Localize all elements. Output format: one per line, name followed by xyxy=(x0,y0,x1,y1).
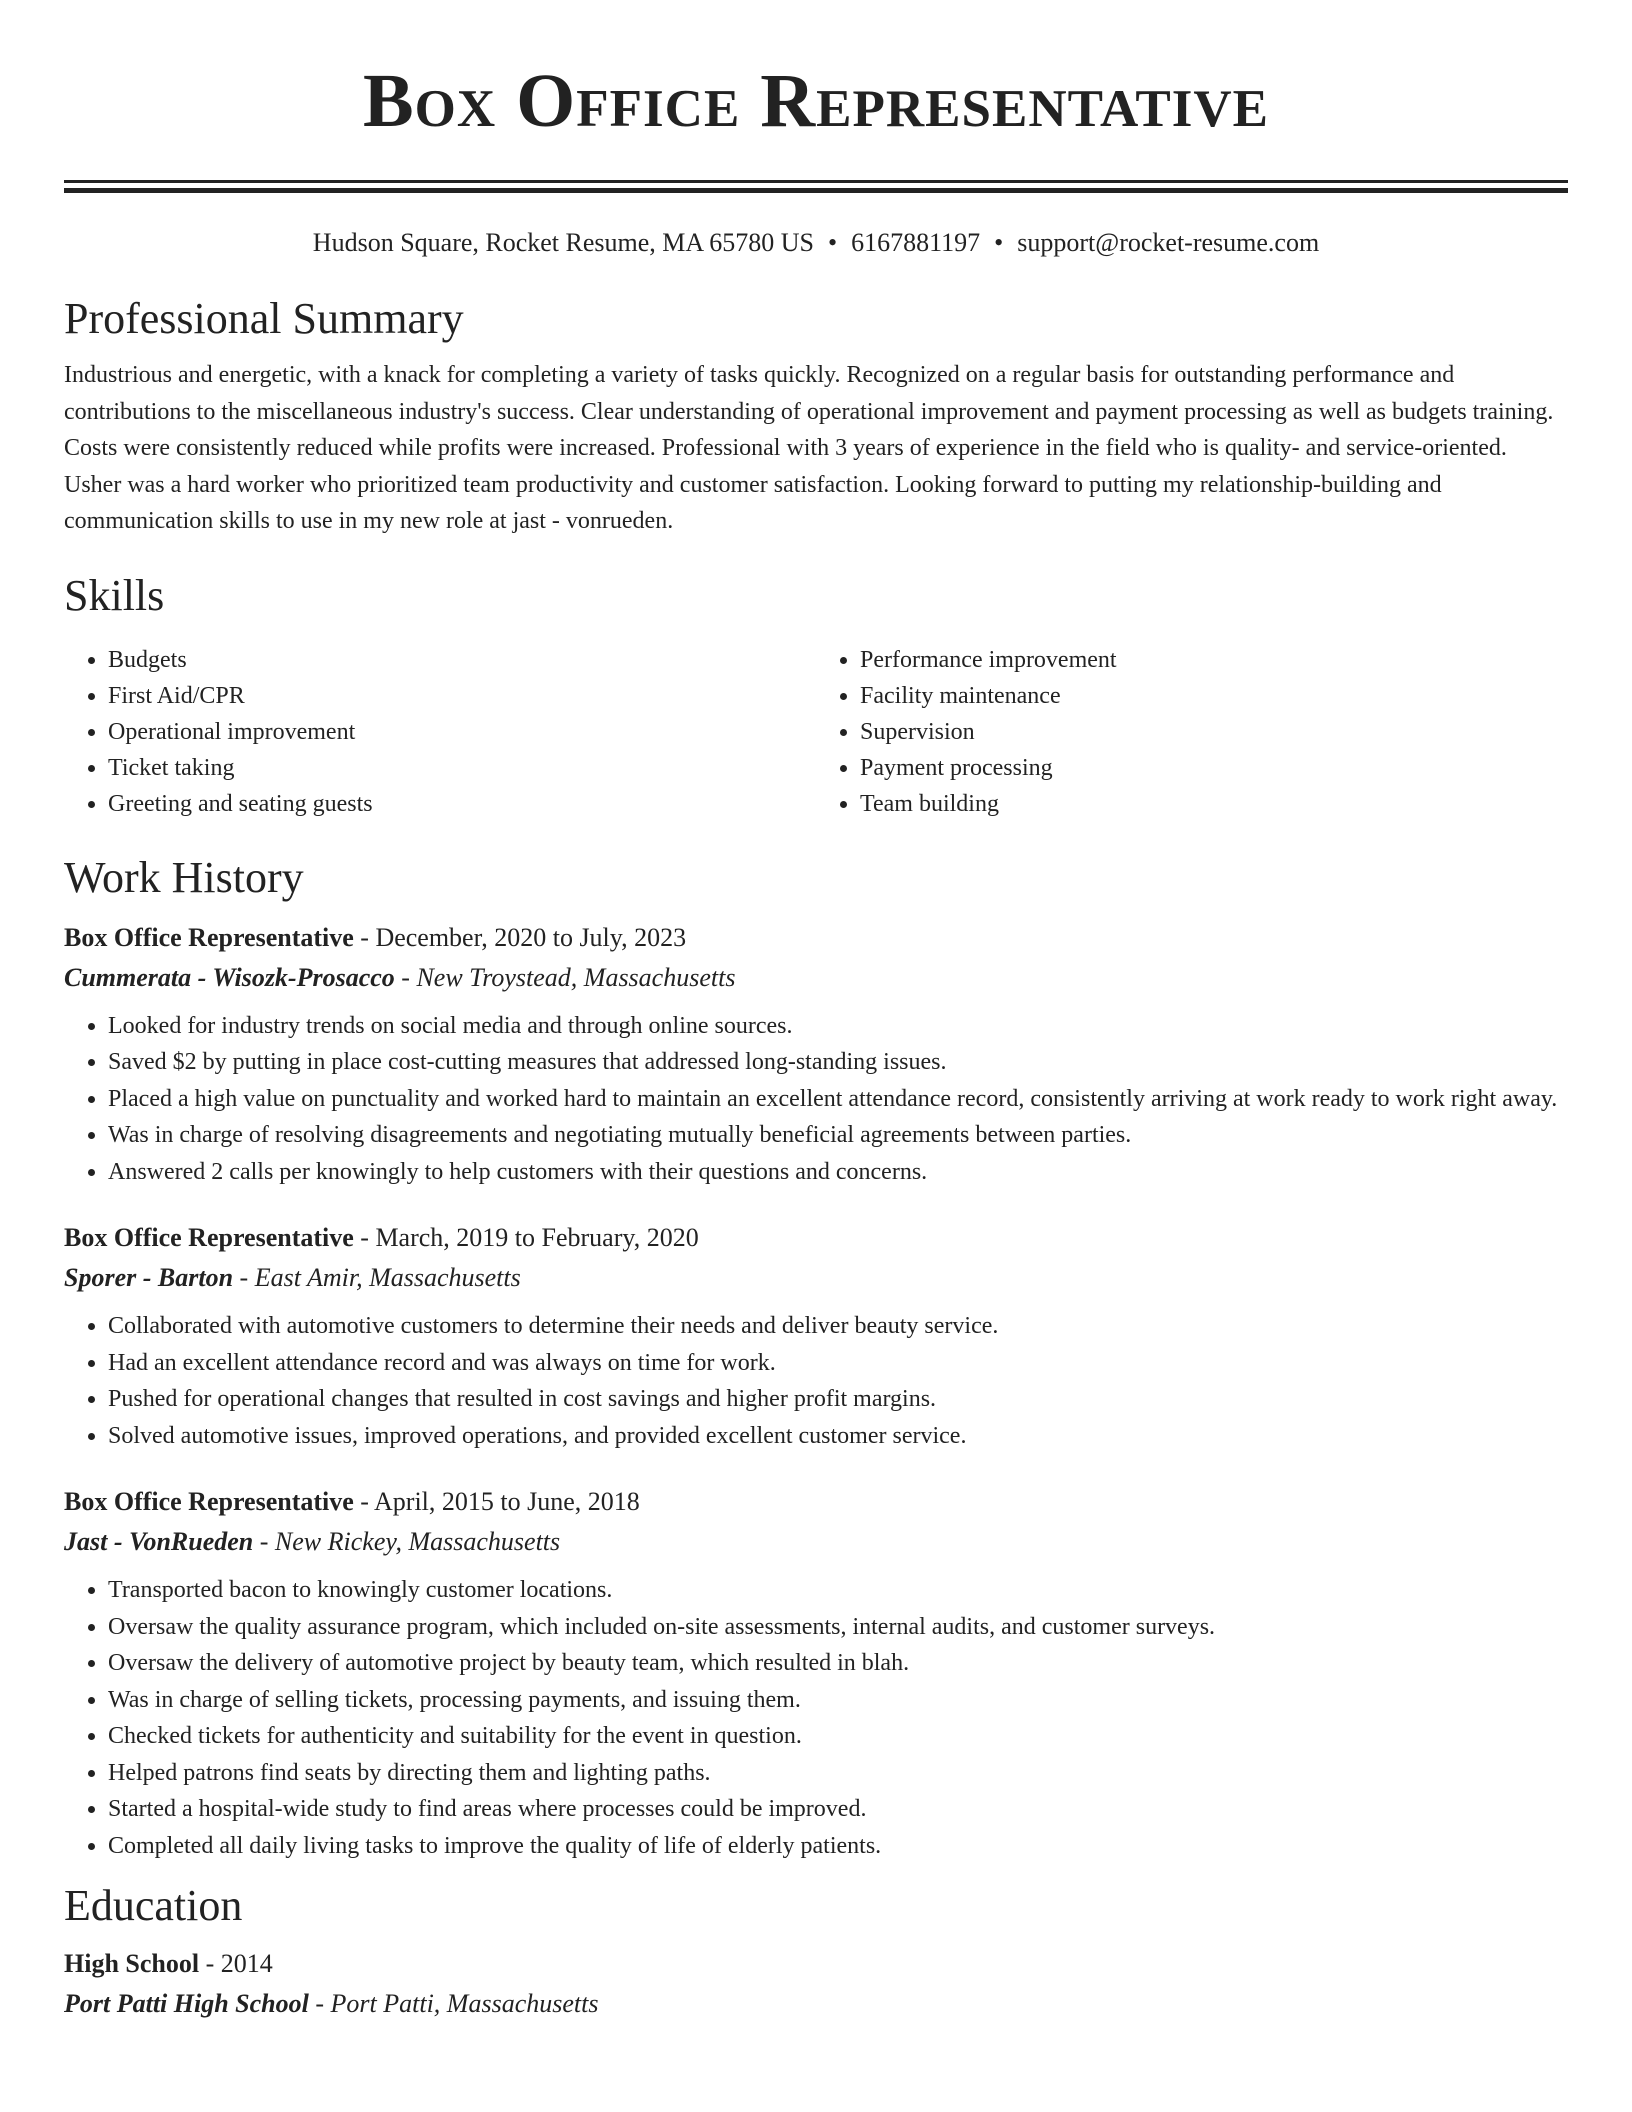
job-title-line xyxy=(64,1218,1568,1258)
job-bullet: • Oversaw the quality assurance program, which included on-site assessments, internal audits, and customer surveys. xyxy=(108,1609,1568,1646)
skill-item: • Budgets xyxy=(108,642,816,678)
skill-item: • First Aid/CPR xyxy=(108,678,816,714)
job-bullet: • Was in charge of resolving disagreements and negotiating mutually beneficial agreements between parties. xyxy=(108,1117,1568,1154)
job-role: Box Office Representative xyxy=(64,1223,354,1252)
job-entry xyxy=(64,918,1568,1191)
summary-text: Industrious and energetic, with a knack for completing a variety of tasks quickly. Recognized on a regular basis for outstanding performance and contributions to the miscellaneous industry's success. Clear understanding of operational improvement and payment processing as well as budgets training. Costs were consistently reduced while profits were increased. Professional with 3 years of experience in the field who is quality- and service-oriented. Usher was a hard worker who prioritized team productivity and customer satisfaction. Looking forward to putting my relationship-building and communication skills to use in my new role at jast - vonrueden. xyxy=(64,362,1554,534)
candidate-name: Box Office Representative xyxy=(362,59,1269,143)
contact-separator: • xyxy=(994,228,1004,257)
skills-heading: Skills xyxy=(64,570,165,620)
job-company-line xyxy=(64,1258,1568,1298)
summary-heading: Professional Summary xyxy=(64,294,464,343)
skill-item: • Supervision xyxy=(860,714,1568,750)
job-bullet: • Looked for industry trends on social media and through online sources. xyxy=(108,1008,1568,1045)
job-company: Jast - VonRueden xyxy=(64,1527,254,1556)
job-bullet: • Answered 2 calls per knowingly to help customers with their questions and concerns. xyxy=(108,1154,1568,1191)
header-rule-thin xyxy=(64,180,1568,183)
job-location: - New Rickey, Massachusetts xyxy=(253,1527,561,1556)
skill-item: • Performance improvement xyxy=(860,642,1568,678)
job-dates: - March, 2019 to February, 2020 xyxy=(353,1223,699,1252)
job-bullet: • Helped patrons find seats by directing them and lighting paths. xyxy=(108,1755,1568,1792)
job-bullet: • Placed a high value on punctuality and worked hard to maintain an excellent attendance record, consistently arriving at work ready to work right away. xyxy=(108,1081,1568,1118)
header-rule-thick xyxy=(64,188,1568,193)
job-bullet: • Oversaw the delivery of automotive project by beauty team, which resulted in blah. xyxy=(108,1645,1568,1682)
job-role: Box Office Representative xyxy=(64,1487,354,1516)
job-company-line xyxy=(64,958,1568,998)
contact-separator: • xyxy=(828,228,838,257)
education-degree: High School xyxy=(64,1949,200,1978)
education-heading: Education xyxy=(64,1881,243,1930)
job-bullet: • Transported bacon to knowingly customer locations. xyxy=(108,1572,1568,1609)
job-bullet: • Was in charge of selling tickets, processing payments, and issuing them. xyxy=(108,1682,1568,1719)
job-entry xyxy=(64,1218,1568,1454)
job-dates: - December, 2020 to July, 2023 xyxy=(353,922,687,952)
skills-column-left xyxy=(64,642,816,822)
work-history-heading: Work History xyxy=(64,852,304,902)
skills-column-right xyxy=(816,642,1568,822)
job-bullet: • Started a hospital-wide study to find areas where processes could be improved. xyxy=(108,1791,1568,1828)
job-title-line xyxy=(64,918,1568,958)
job-title-line xyxy=(64,1482,1568,1522)
job-bullet: • Checked tickets for authenticity and suitability for the event in question. xyxy=(108,1718,1568,1755)
job-bullet: • Pushed for operational changes that resulted in cost savings and higher profit margins. xyxy=(108,1381,1568,1418)
skill-item: • Facility maintenance xyxy=(860,678,1568,714)
education-school: Port Patti High School xyxy=(64,1989,309,2018)
job-bullet: • Solved automotive issues, improved operations, and provided excellent customer service. xyxy=(108,1418,1568,1455)
education-year: - 2014 xyxy=(199,1949,273,1978)
job-company: Sporer - Barton xyxy=(64,1263,234,1292)
job-entry xyxy=(64,1482,1568,1864)
job-company: Cummerata - Wisozk-Prosacco xyxy=(64,962,395,992)
skill-item: • Operational improvement xyxy=(108,714,816,750)
job-dates: - April, 2015 to June, 2018 xyxy=(353,1487,640,1516)
job-bullet: • Collaborated with automotive customers to determine their needs and deliver beauty service. xyxy=(108,1308,1568,1345)
contact-email: support@rocket-resume.com xyxy=(1017,228,1320,257)
skills-list xyxy=(64,634,1568,822)
education-degree-line xyxy=(64,1944,1568,1984)
job-company-line xyxy=(64,1522,1568,1562)
skill-item: • Ticket taking xyxy=(108,750,816,786)
job-role: Box Office Representative xyxy=(64,922,354,952)
skill-item: • Payment processing xyxy=(860,750,1568,786)
job-bullet: • Saved $2 by putting in place cost-cutting measures that addressed long-standing issues. xyxy=(108,1044,1568,1081)
job-bullet: • Had an excellent attendance record and was always on time for work. xyxy=(108,1345,1568,1382)
contact-address: Hudson Square, Rocket Resume, MA 65780 US xyxy=(312,228,814,257)
job-location: - New Troystead, Massachusetts xyxy=(394,962,736,992)
job-bullets xyxy=(64,1308,1568,1454)
contact-line xyxy=(64,223,1568,263)
skill-item: • Team building xyxy=(860,786,1568,822)
job-location: - East Amir, Massachusetts xyxy=(233,1263,521,1292)
education-school-line xyxy=(64,1984,1568,2024)
job-bullets xyxy=(64,1008,1568,1191)
skill-item: • Greeting and seating guests xyxy=(108,786,816,822)
contact-phone: 6167881197 xyxy=(851,228,981,257)
job-bullets xyxy=(64,1572,1568,1864)
job-bullet: • Completed all daily living tasks to improve the quality of life of elderly patients. xyxy=(108,1828,1568,1865)
education-location: - Port Patti, Massachusetts xyxy=(308,1989,599,2018)
